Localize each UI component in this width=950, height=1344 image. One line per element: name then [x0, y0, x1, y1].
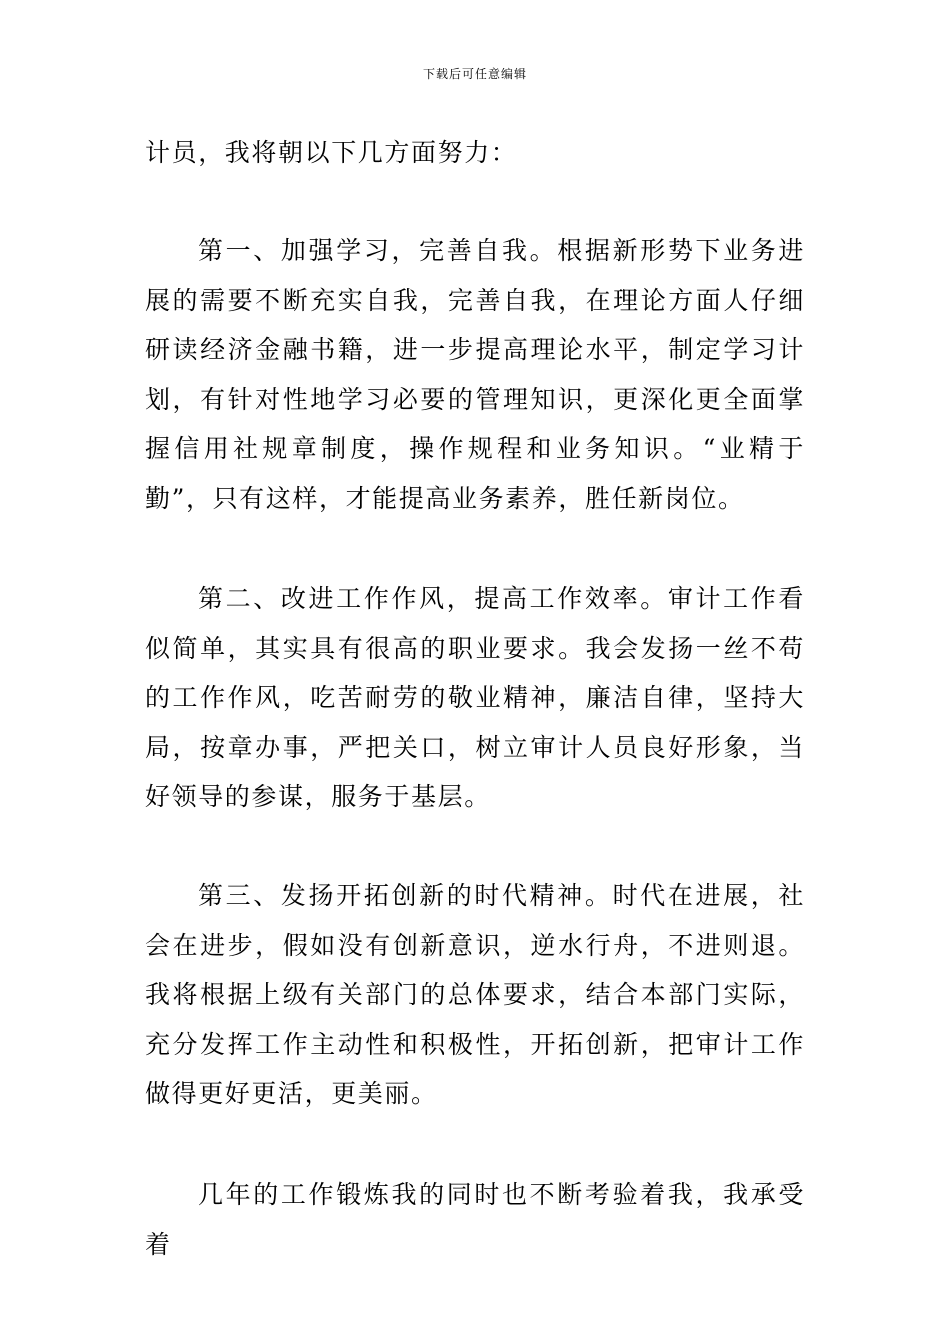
page-header: 下载后可任意编辑	[422, 67, 527, 81]
paragraph-text: 计员，我将朝以下几方面努力：	[145, 138, 518, 167]
paragraph-text: 第二、改进工作作风，提高工作效率。审计工作看似简单，其实具有很高的职业要求。我会发扬一丝不苟的工作作风，吃苦耐劳的敬业精神，廉洁自律，坚持大局，按章办事，严把关口，树立审计人员良好形象，当好领导的参谋，服务于基层。	[145, 584, 805, 811]
paragraph-text: 第三、发扬开拓创新的时代精神。时代在进展，社会在进步，假如没有创新意识，逆水行舟，不进则退。我将根据上级有关部门的总体要求，结合本部门实际，充分发挥工作主动性和积极性，开拓创新，把审计工作做得更好更活，更美丽。	[145, 881, 805, 1108]
paragraph-continuation	[145, 128, 805, 178]
paragraph-text: 第一、加强学习，完善自我。根据新形势下业务进展的需要不断充实自我，完善自我，在理论方面人仔细研读经济金融书籍，进一步提高理论水平，制定学习计划，有针对性地学习必要的管理知识，更深化更全面掌握信用社规章制度，操作规程和业务知识。“业精于勤”，只有这样，才能提高业务素养，胜任新岗位。	[145, 236, 805, 513]
paragraph-third-point	[145, 871, 805, 1119]
paragraph-closing	[145, 1170, 805, 1269]
paragraph-first-point	[145, 226, 805, 523]
paragraph-second-point	[145, 574, 805, 822]
paragraph-text: 几年的工作锻炼我的同时也不断考验着我，我承受着	[145, 1180, 805, 1259]
